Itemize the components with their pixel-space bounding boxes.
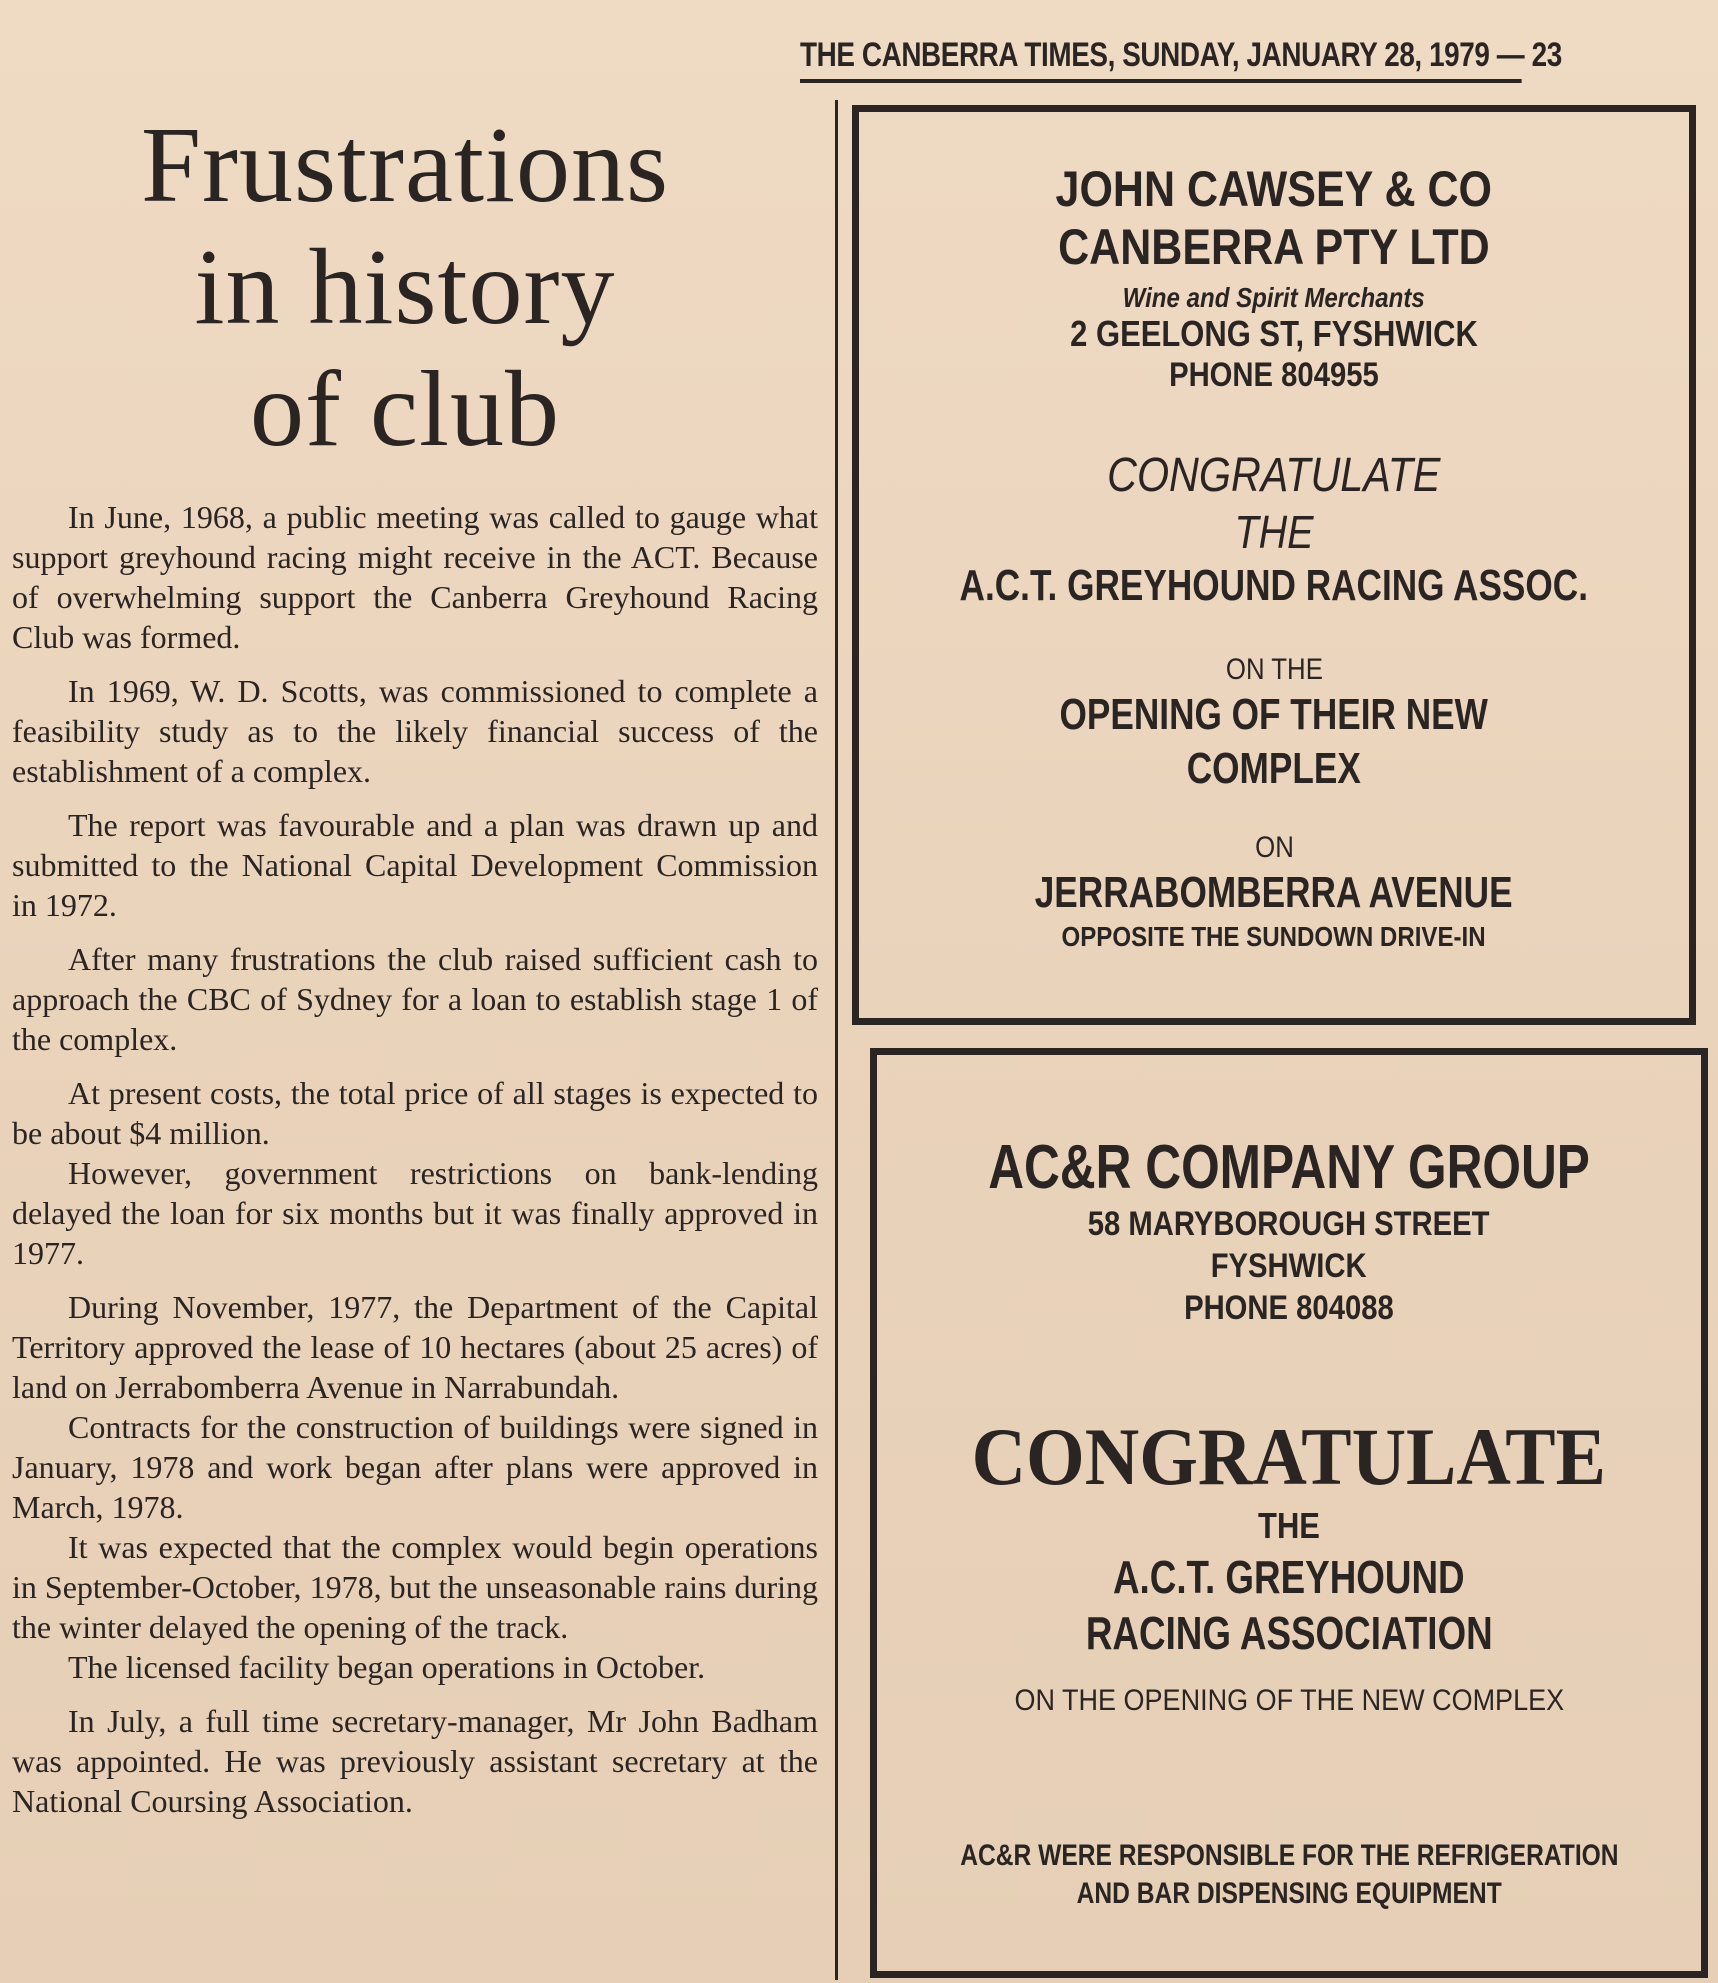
ad1-address: 2 GEELONG ST, FYSHWICK xyxy=(1070,313,1478,354)
headline-line-2: in history xyxy=(194,228,616,347)
ad2-occasion: ON THE OPENING OF THE NEW COMPLEX xyxy=(1014,1684,1564,1717)
ad1-opening-line-1: OPENING OF THEIR NEW xyxy=(1059,690,1489,739)
ad2-footer-line-1: AC&R WERE RESPONSIBLE FOR THE REFRIGERATION xyxy=(959,1839,1619,1872)
article-paragraph: However, government restrictions on bank-lending delayed the loan for six months but it was finally approved in 1977. xyxy=(12,1155,818,1271)
article-paragraph: In July, a full time secretary-manager, Mr John Badham was appointed. He was previously assistant secretary at the National Coursing Association. xyxy=(12,1703,818,1819)
article-paragraph: At present costs, the total price of all stages is expected to be about $4 million. xyxy=(12,1075,818,1151)
ad1-congratulate: CONGRATULATE xyxy=(1107,449,1441,502)
ad2-street: 58 MARYBOROUGH STREET xyxy=(1088,1205,1490,1243)
ad1-association: A.C.T. GREYHOUND RACING ASSOC. xyxy=(959,561,1589,610)
masthead: THE CANBERRA TIMES, SUNDAY, JANUARY 28, 1979 — 23 xyxy=(800,36,1522,83)
column-rule xyxy=(835,100,838,1980)
ad1-tagline: Wine and Spirit Merchants xyxy=(1122,282,1426,313)
article-paragraph: In June, 1968, a public meeting was called to gauge what support greyhound racing might receive in the ACT. Because of overwhelming support the Canberra Greyhound Racing Club was formed. xyxy=(12,499,818,655)
ad2-company: AC&R COMPANY GROUP xyxy=(988,1133,1590,1202)
ad2-footer-line-2: AND BAR DISPENSING EQUIPMENT xyxy=(1076,1877,1502,1910)
advertisement-john-cawsey xyxy=(852,105,1696,1025)
ad1-opening-line-2: COMPLEX xyxy=(1186,744,1362,793)
ad1-on-the: ON THE xyxy=(1225,653,1323,686)
ad1-on: ON xyxy=(1254,831,1294,864)
article-headline xyxy=(40,105,770,471)
ad2-phone: PHONE 804088 xyxy=(1184,1289,1394,1327)
ad1-the: THE xyxy=(1234,506,1314,558)
ad1-company-line-1: JOHN CAWSEY & CO xyxy=(1055,161,1493,217)
ad1-phone: PHONE 804955 xyxy=(1169,356,1379,394)
article-paragraph: The report was favourable and a plan was drawn up and submitted to the National Capital Development Commission in 1972. xyxy=(12,807,818,923)
ad2-association-line-1: A.C.T. GREYHOUND xyxy=(1113,1551,1465,1603)
article-paragraph: It was expected that the complex would begin operations in September-October, 1978, but the unseasonable rains during the winter delayed the opening of the track. xyxy=(12,1529,818,1645)
ad2-congratulate: CONGRATULATE xyxy=(971,1411,1607,1502)
article-paragraph: The licensed facility began operations in October. xyxy=(68,1649,706,1685)
article-paragraph: During November, 1977, the Department of the Capital Territory approved the lease of 10 hectares (about 25 acres) of land on Jerrabomberra Avenue in Narrabundah. xyxy=(12,1289,818,1405)
ad2-suburb: FYSHWICK xyxy=(1211,1247,1367,1285)
headline-line-1: Frustrations xyxy=(140,106,669,225)
ad2-the: THE xyxy=(1258,1505,1320,1546)
article-paragraph: After many frustrations the club raised sufficient cash to approach the CBC of Sydney for a loan to establish stage 1 of the complex. xyxy=(12,941,818,1057)
advertisement-acr-company xyxy=(870,1048,1708,1978)
ad1-company-line-2: CANBERRA PTY LTD xyxy=(1058,219,1490,275)
article-body xyxy=(12,497,818,1835)
ad1-landmark: OPPOSITE THE SUNDOWN DRIVE-IN xyxy=(1061,921,1487,952)
article-paragraph: In 1969, W. D. Scotts, was commissioned to complete a feasibility study as to the likely financial success of the establishment of a complex. xyxy=(12,673,818,789)
ad2-association-line-2: RACING ASSOCIATION xyxy=(1085,1607,1493,1659)
article-paragraph: Contracts for the construction of buildings were signed in January, 1978 and work began after plans were approved in March, 1978. xyxy=(12,1409,818,1525)
ad1-road: JERRABOMBERRA AVENUE xyxy=(1035,868,1513,917)
headline-line-3: of club xyxy=(250,350,560,469)
